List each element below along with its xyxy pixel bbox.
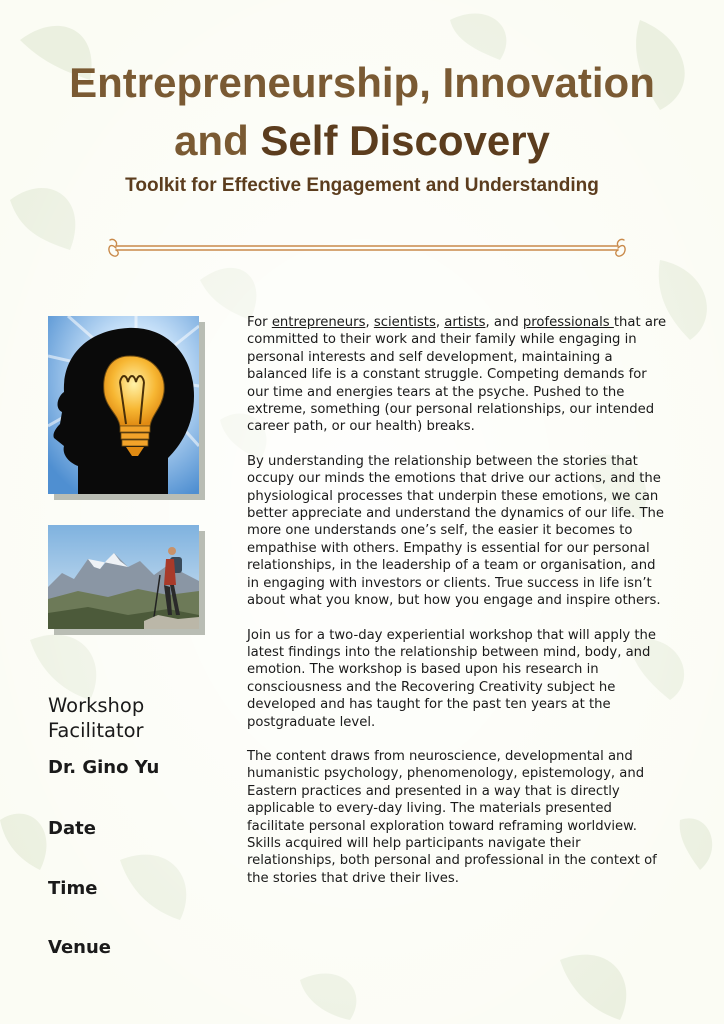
title-line-1: Entrepreneurship, Innovation	[69, 59, 655, 106]
p1-sep1: ,	[365, 315, 374, 330]
time-label: Time	[48, 878, 98, 899]
p1-rest: that are committed to their work and their family while engaging in personal interests and self development, maintaining a balanced life is a constant struggle. Competing demands for our time and energies tears at the psyche. Pushed to the extreme, something (our personal relationships, our intended career path, or our health) breaks.	[247, 315, 667, 435]
paragraph-content: The content draws from neuroscience, developmental and humanistic psychology, phenomenology, epistemology, and Eastern practices and presented in a way that is directly applicable to every-day living. The materials presented facilitate personal exploration toward reframing worldview. Skills acquired will help participants navigate their relationships, both personal and professional in the context of the stories that drive their lives.	[247, 748, 657, 886]
title-line-2-and: and	[174, 117, 249, 164]
page-subtitle: Toolkit for Effective Engagement and Understanding	[125, 175, 599, 196]
link-scientists: scientists	[373, 315, 436, 330]
venue-label: Venue	[48, 937, 111, 958]
p1-prefix: For	[247, 315, 272, 330]
paragraph-intro	[247, 314, 667, 436]
ornamental-divider	[104, 236, 630, 260]
date-label: Date	[48, 818, 96, 839]
link-professionals: professionals	[522, 315, 614, 330]
facilitator-name: Dr. Gino Yu	[48, 757, 160, 778]
paragraph-understanding: By understanding the relationship between the stories that occupy our minds the emotions that drive our actions, and the physiological processes that underpin these emotions, we can better appreciate and understand the dynamics of our life. The more one understands one’s self, the easier it becomes to empathise with others. Empathy is essential for our personal relationships, in the leadership of a team or organisation, and in engaging with investors or clients. True success in life isn’t about what you know, but how you engage and inspire others.	[247, 453, 664, 609]
hiker-mountain-photo	[48, 525, 199, 629]
link-artists: artists	[444, 315, 486, 330]
head-lightbulb-image	[48, 316, 199, 494]
paragraph-workshop: Join us for a two-day experiential workshop that will apply the latest findings into the relationship between mind, body, and emotion. The workshop is based upon his research in consciousness and the Recovering Creativity subject he developed and has taught for the past ten years at the postgraduate level.	[247, 627, 657, 730]
title-line-2-self-discovery: Self Discovery	[260, 117, 550, 164]
head-lightbulb-illustration	[48, 316, 199, 494]
p1-sep2: ,	[435, 315, 445, 330]
mountain-hiker-image	[48, 525, 199, 629]
facilitator-label: Workshop Facilitator	[48, 694, 145, 742]
workshop-description	[247, 314, 667, 904]
link-entrepreneurs: entrepreneurs	[271, 315, 366, 330]
p1-sep3: , and	[485, 315, 523, 330]
page-title	[0, 54, 724, 170]
